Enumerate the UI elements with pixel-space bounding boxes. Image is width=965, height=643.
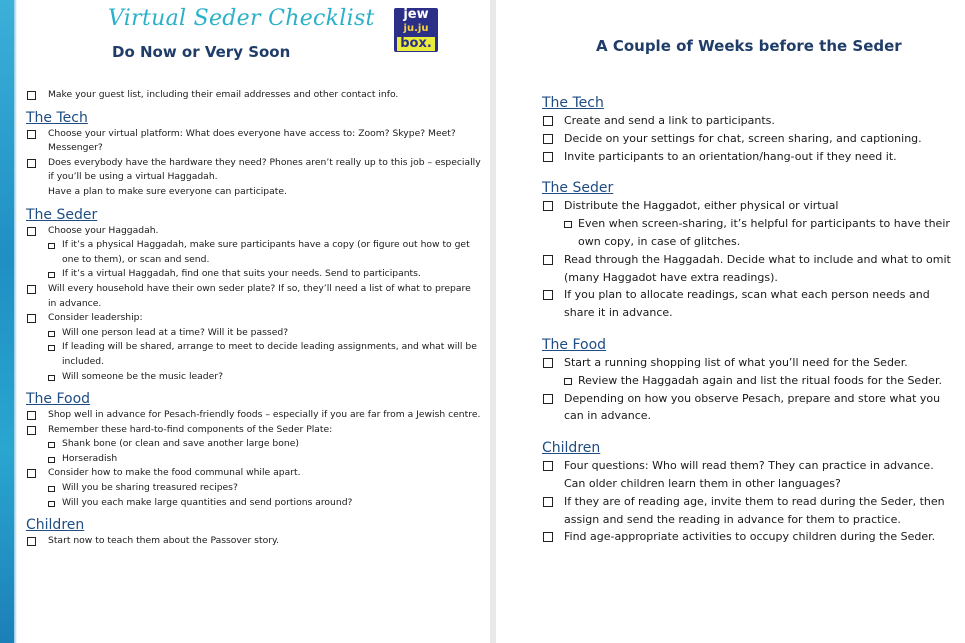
sub-checkbox[interactable]: [48, 501, 55, 507]
checkbox[interactable]: [27, 426, 36, 435]
checklist-item-text: Start a running shopping list of what you’ll need for the Seder.: [564, 355, 908, 369]
checkbox[interactable]: [27, 285, 36, 294]
section-heading: The Tech: [26, 109, 88, 126]
checklist-item-text: Will every household have their own seder plate? If so, they’ll need a list of what to prepare in advance.: [48, 282, 471, 309]
checklist-subitem: [26, 340, 482, 369]
checklist-item: [542, 251, 957, 287]
checklist-item: [542, 390, 957, 426]
checklist-item: [542, 528, 957, 546]
sub-checkbox[interactable]: [564, 378, 572, 385]
checklist-subitem: [26, 437, 482, 452]
checklist-item: [26, 224, 482, 239]
section-heading: The Tech: [542, 95, 604, 111]
checklist-item: [26, 534, 482, 549]
checklist-item-text: Will you be sharing treasured recipes?: [62, 482, 238, 494]
checklist-item-text: If they are of reading age, invite them to read during the Seder, then assign and send the reading in advance for them to practice.: [564, 494, 945, 526]
checkbox[interactable]: [543, 134, 553, 144]
checkbox[interactable]: [27, 411, 36, 420]
checkbox[interactable]: [543, 201, 553, 211]
section-heading: The Seder: [542, 180, 614, 197]
checklist-item: [542, 112, 957, 130]
checklist-item-text: If leading will be shared, arrange to meet to decide leading assignments, and what will be included.: [62, 341, 477, 367]
left-checklist: [26, 88, 482, 549]
sub-checkbox[interactable]: [48, 272, 55, 278]
checklist-item-text: Have a plan to make sure everyone can participate.: [48, 185, 287, 197]
checkbox[interactable]: [543, 116, 553, 126]
sub-checkbox[interactable]: [48, 442, 55, 448]
checklist-item: [542, 148, 957, 166]
checklist-item: [26, 311, 482, 326]
checkbox[interactable]: [543, 461, 553, 471]
checkbox[interactable]: [27, 314, 36, 323]
checklist-subitem: [26, 238, 482, 267]
sub-checkbox[interactable]: [48, 243, 55, 249]
checklist-subitem: [26, 496, 482, 511]
checkbox[interactable]: [27, 537, 36, 546]
section-heading: The Seder: [26, 206, 98, 223]
checklist-item: [542, 493, 957, 529]
checklist-item-text: Consider how to make the food communal while apart.: [48, 467, 301, 479]
checkbox[interactable]: [27, 91, 36, 100]
checkbox[interactable]: [27, 130, 36, 139]
checkbox[interactable]: [543, 358, 553, 368]
checklist-item-text: Remember these hard-to-find components of the Seder Plate:: [48, 423, 333, 435]
page-edge-decoration: [0, 0, 14, 643]
checklist-subitem: [26, 481, 482, 496]
checklist-item-text: Shank bone (or clean and save another large bone): [62, 438, 299, 450]
checklist-item: [542, 286, 957, 322]
checklist-note: [26, 185, 482, 200]
checklist-item-text: Make your guest list, including their email addresses and other contact info.: [48, 89, 399, 100]
checklist-item-text: Consider leadership:: [48, 312, 143, 324]
checklist-item-text: Find age-appropriate activities to occupy children during the Seder.: [564, 530, 936, 544]
checklist-item-text: Will someone be the music leader?: [62, 370, 223, 382]
right-checklist: [542, 80, 957, 546]
checklist-item-text: If it’s a virtual Haggadah, find one that suits your needs. Send to participants.: [62, 268, 421, 280]
checkbox[interactable]: [27, 159, 36, 168]
sub-checkbox[interactable]: [48, 457, 55, 463]
checklist-title: Virtual Seder Checklist: [108, 6, 375, 31]
checklist-item-text: Decide on your settings for chat, screen sharing, and captioning.: [564, 131, 922, 145]
checklist-item-text: Will one person lead at a time? Will it be passed?: [62, 326, 289, 338]
checkbox[interactable]: [543, 152, 553, 162]
sub-checkbox[interactable]: [48, 331, 55, 337]
checklist-subitem: [542, 215, 957, 251]
sub-checkbox[interactable]: [564, 221, 572, 228]
jewjubox-logo: jew ju.ju box.: [394, 8, 438, 52]
checklist-subitem: [542, 372, 957, 390]
checklist-item-text: Create and send a link to participants.: [564, 114, 775, 127]
checklist-item: [542, 457, 957, 493]
checklist-item: [542, 197, 957, 215]
sub-checkbox[interactable]: [48, 375, 55, 381]
checklist-item: [26, 408, 482, 423]
checklist-item-text: If you plan to allocate readings, scan what each person needs and share it in advance.: [564, 288, 930, 320]
checklist-item: [542, 354, 957, 372]
checklist-item: [26, 88, 482, 103]
checklist-item: [542, 130, 957, 148]
checklist-item-text: Even when screen-sharing, it’s helpful for participants to have their own copy, in case of glitches.: [578, 217, 950, 248]
checkbox[interactable]: [543, 394, 553, 404]
checklist-item-text: Choose your virtual platform: What does everyone have access to: Zoom? Skype? Meet? Messenger?: [48, 127, 456, 154]
checklist-item-text: Will you each make large quantities and send portions around?: [62, 496, 353, 508]
checklist-item-text: Start now to teach them about the Passover story.: [48, 535, 280, 547]
checklist-item-text: Distribute the Haggadot, either physical or virtual: [564, 199, 839, 213]
checkbox[interactable]: [543, 532, 553, 542]
section-heading: Children: [26, 517, 85, 534]
checklist-item-text: If it’s a physical Haggadah, make sure participants have a copy (or figure out how to get one to them), or scan and send.: [62, 239, 470, 265]
checklist-item: [26, 466, 482, 481]
checklist-item-text: Read through the Haggadah. Decide what to include and what to omit (many Haggadot have extra readings).: [564, 252, 951, 284]
right-page: [496, 0, 965, 643]
section-heading: Children: [542, 440, 601, 457]
checklist-subitem: [26, 370, 482, 385]
checkbox[interactable]: [543, 497, 553, 507]
checkbox[interactable]: [543, 290, 553, 300]
checkbox[interactable]: [543, 255, 553, 265]
checklist-item: [26, 423, 482, 438]
checklist-item-text: Depending on how you observe Pesach, prepare and store what you can in advance.: [564, 391, 941, 423]
checklist-subitem: [26, 326, 482, 341]
checklist-item: [26, 156, 482, 185]
checklist-item-text: Horseradish: [62, 452, 118, 464]
checklist-subitem: [26, 267, 482, 282]
checklist-item: [26, 282, 482, 311]
checklist-item-text: Does everybody have the hardware they need? Phones aren’t really up to this job – especially if you’ll be using a virtual Haggadah.: [48, 156, 481, 183]
checkbox[interactable]: [27, 227, 36, 236]
checklist-item: [26, 127, 482, 156]
checklist-item-text: Choose your Haggadah.: [48, 224, 159, 236]
checklist-subitem: [26, 452, 482, 467]
checkbox[interactable]: [27, 469, 36, 478]
section-heading: The Food: [542, 336, 607, 353]
left-page-subtitle: Do Now or Very Soon: [112, 43, 291, 61]
checklist-item-text: Shop well in advance for Pesach-friendly foods – especially if you are far from a Jewish centre.: [48, 409, 481, 421]
sub-checkbox[interactable]: [48, 486, 55, 492]
checklist-item-text: Review the Haggadah again and list the ritual foods for the Seder.: [578, 373, 942, 387]
sub-checkbox[interactable]: [48, 345, 55, 351]
section-heading: The Food: [26, 391, 91, 408]
checklist-item-text: Invite participants to an orientation/hang-out if they need it.: [564, 149, 897, 163]
checklist-item-text: Four questions: Who will read them? They can practice in advance. Can older children learn them in other languages?: [564, 459, 934, 490]
right-page-subtitle: A Couple of Weeks before the Seder: [596, 37, 902, 55]
